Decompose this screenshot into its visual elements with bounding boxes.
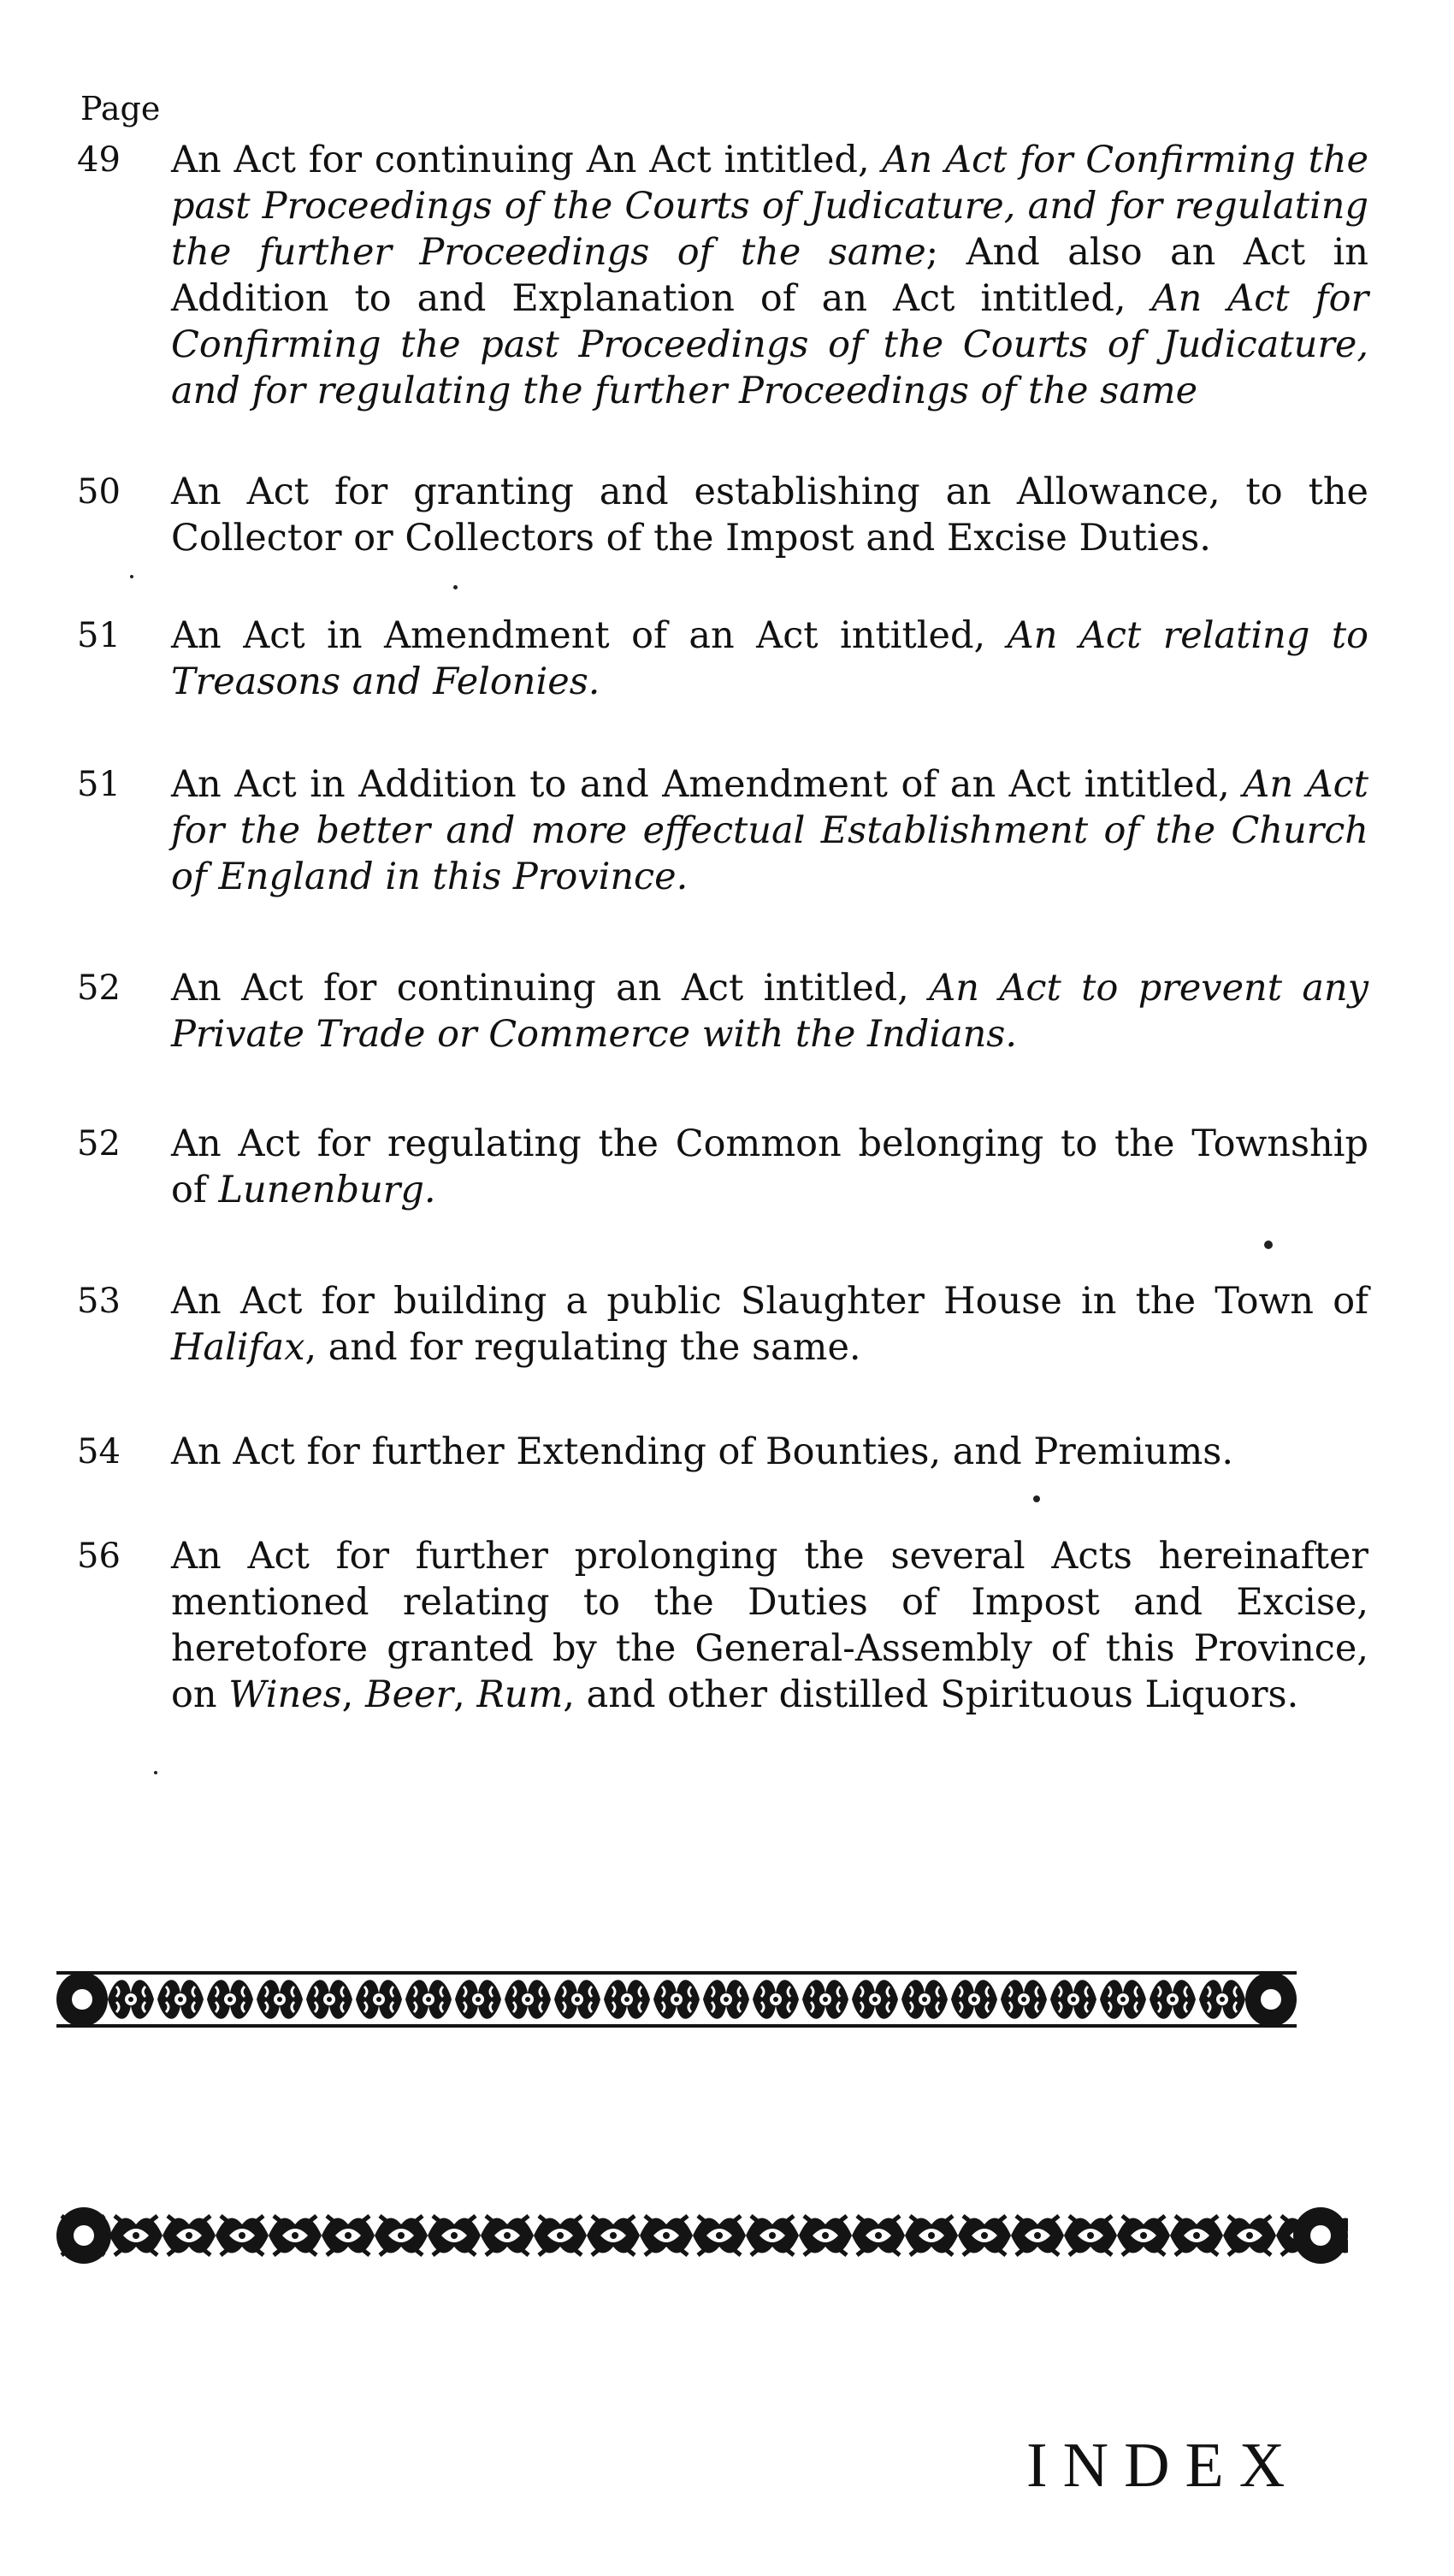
page-number: 56 [77,1537,121,1576]
act-title-roman: An Act for continuing an Act intitled, [171,967,930,1010]
act-title [171,137,1368,414]
scan-speck [1264,1241,1273,1249]
act-title-roman: An Act for regulating the Common belonging to the Township of [171,1122,1368,1211]
act-title-roman: , [453,1673,477,1716]
page-number: 49 [77,140,121,180]
page-number: 54 [77,1432,121,1472]
page-number: 51 [77,616,121,655]
page-column-label: Page [80,90,161,127]
act-title [171,1278,1368,1371]
scan-speck [154,1771,157,1774]
act-title-roman: An Act in Amendment of an Act intitled, [171,614,1008,657]
act-title [171,1121,1368,1213]
ornament-band-bottom [56,2204,1348,2267]
act-title-roman: ; And also an Act in Addition to and Explanation of an Act intitled, [171,231,1368,320]
scan-speck [1033,1495,1040,1502]
page-number: 50 [77,472,121,512]
act-entry [77,1429,1377,1475]
act-title-italic: Halifax [171,1326,305,1369]
scan-speck [130,575,133,578]
page-number: 52 [77,968,121,1008]
ornament-band-bottom-art [56,2204,1348,2267]
act-entry [77,613,1377,705]
index-heading: INDEX [1026,2431,1301,2501]
act-title-roman: An Act for further Extending of Bounties, and Premiums. [171,1430,1233,1473]
act-title-italic: Lunenburg. [218,1169,436,1211]
ornament-band-top [56,1968,1297,2031]
scan-speck [453,585,458,589]
act-title-roman: An Act for further prolonging the several Acts hereinafter mentioned relating to the Duties of Impost and Excise, heretofore granted by the General-Assembly of this Province, on [171,1535,1368,1716]
act-entry [77,965,1377,1057]
act-title [171,1429,1368,1475]
act-title [171,613,1368,705]
act-title [171,469,1368,561]
act-title-italic: An Act for the better and more effectual Establishment of the Church of England in this Province. [171,763,1368,898]
act-title [171,965,1368,1057]
act-title-roman: , and for regulating the same. [304,1326,861,1369]
page-number: 51 [77,765,121,804]
act-title-italic: An Act for Confirming the past Proceedings of the Courts of Judicature, and for regulating the further Proceedings of the same [171,139,1368,274]
act-entry [77,761,1377,900]
page-number: 52 [77,1124,121,1164]
act-title-italic: Beer [365,1673,454,1716]
act-title [171,761,1368,900]
act-title-roman: An Act for continuing An Act intitled, [171,139,883,181]
act-entry [77,469,1377,561]
page-number: 53 [77,1282,121,1321]
act-title-italic: An Act for Confirming the past Proceedings of the Courts of Judicature, and for regulating the further Proceedings of the same [171,277,1369,412]
act-title [171,1533,1368,1718]
act-title-roman: , [341,1673,366,1716]
act-title-roman: , and other distilled Spirituous Liquors. [563,1673,1299,1716]
act-title-roman: An Act in Addition to and Amendment of an Act intitled, [171,763,1244,806]
ornament-band-top-art [56,1968,1297,2031]
act-title-roman: An Act for granting and establishing an Allowance, to the Collector or Collectors of the Impost and Excise Duties. [171,471,1368,560]
act-title-italic: An Act to prevent any Private Trade or Commerce with the Indians. [171,967,1369,1056]
act-entry [77,1533,1377,1718]
act-title-roman: An Act for building a public Slaughter House in the Town of [171,1280,1368,1323]
act-entry [77,137,1377,414]
act-title-italic: Rum [476,1673,564,1716]
act-title-italic: Wines [228,1673,342,1716]
act-entry [77,1121,1377,1213]
act-title-italic: An Act relating to Treasons and Felonies. [171,614,1368,703]
act-entry [77,1278,1377,1371]
